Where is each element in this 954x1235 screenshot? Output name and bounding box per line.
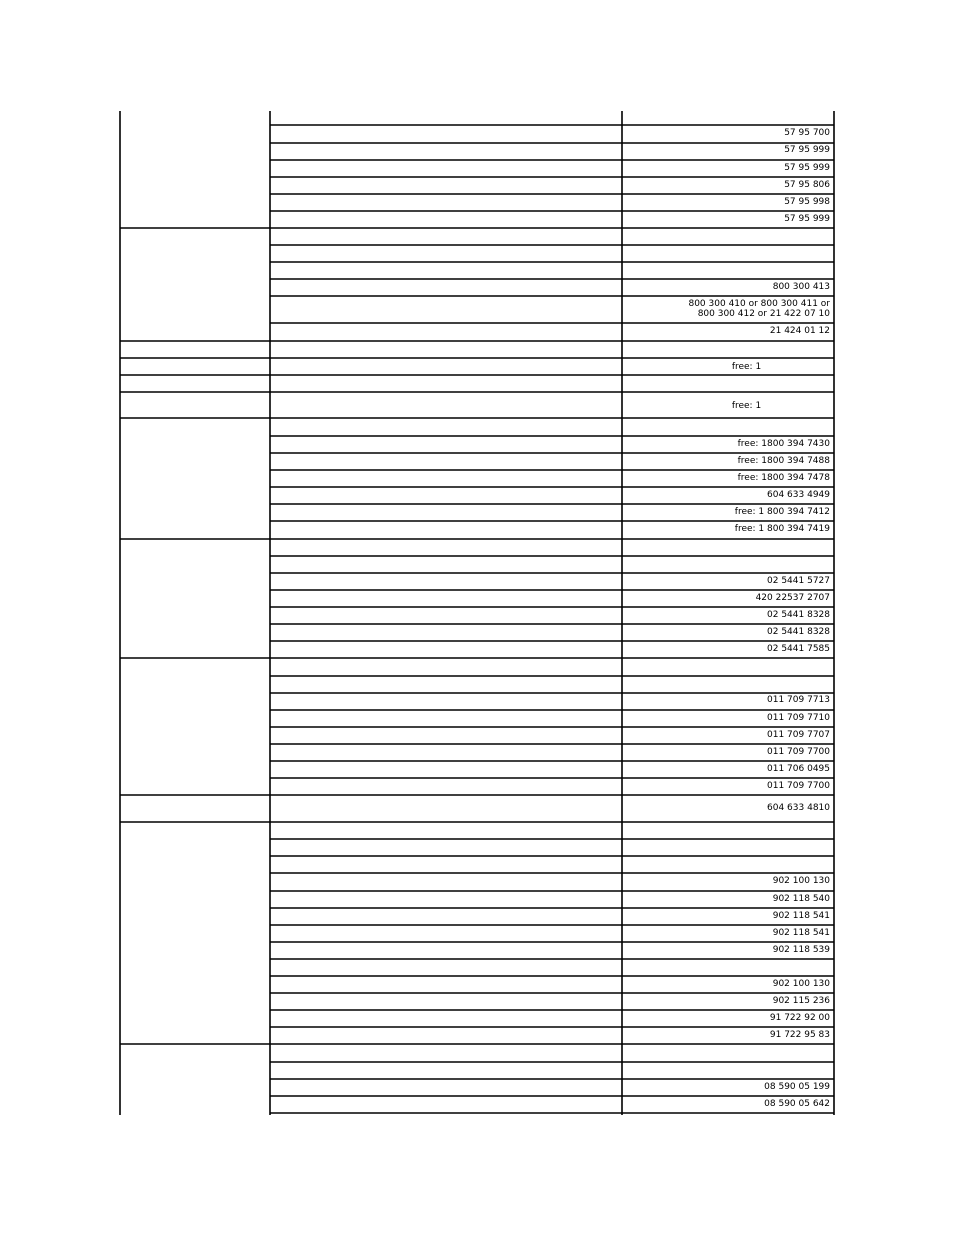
phone-number-cell: 02 5441 7585 (767, 644, 830, 654)
phone-number-cell: 57 95 700 (784, 128, 830, 138)
phone-number-cell: 91 722 95 83 (769, 1030, 830, 1040)
phone-number-cell: 902 118 541 (772, 928, 830, 938)
phone-number-cell: 57 95 999 (784, 214, 830, 224)
phone-number-cell: 57 95 999 (784, 145, 830, 155)
phone-number-cell: 57 95 998 (784, 197, 830, 207)
phone-number-cell: 011 706 0495 (767, 764, 830, 774)
phone-number-cell: 902 100 130 (772, 876, 830, 886)
phone-number-cell: 420 22537 2707 (755, 593, 830, 603)
phone-number-cell: 902 118 539 (772, 945, 830, 955)
phone-number-cell: 08 590 05 199 (764, 1082, 830, 1092)
phone-number-cell: free: 1800 394 7430 (737, 439, 830, 449)
phone-number-cell: free: 1800 394 7478 (737, 473, 830, 483)
phone-number-cell: 21 424 01 12 (769, 326, 830, 336)
phone-number-cell: 02 5441 8328 (767, 627, 830, 637)
phone-number-cell: 57 95 999 (784, 163, 830, 173)
phone-number-cell: free: 1 800 394 7419 (734, 524, 830, 534)
phone-number-cell: 011 709 7700 (767, 747, 830, 757)
phone-number-cell: 902 100 130 (772, 979, 830, 989)
phone-number-cell: 02 5441 5727 (767, 576, 830, 586)
phone-number-cell: 011 709 7710 (767, 713, 830, 723)
phone-number-cell: 604 633 4949 (767, 490, 830, 500)
phone-number-cell: 800 300 413 (772, 282, 830, 292)
phone-number-cell: 91 722 92 00 (769, 1013, 830, 1023)
phone-number-cell: 011 709 7700 (767, 781, 830, 791)
phone-number-cell: free: 1 (731, 401, 762, 411)
phone-number-cell: 011 709 7713 (767, 695, 830, 705)
phone-number-cell: 57 95 806 (784, 180, 830, 190)
phone-number-cell: 011 709 7707 (767, 730, 830, 740)
phone-number-cell: 604 633 4810 (767, 803, 830, 813)
phone-number-cell: 08 590 05 642 (764, 1099, 830, 1109)
phone-number-cell: 902 115 236 (772, 996, 830, 1006)
phone-number-cell: free: 1 800 394 7412 (734, 507, 830, 517)
phone-number-cell: free: 1800 394 7488 (737, 456, 830, 466)
phone-number-cell: 800 300 410 or 800 300 411 or 800 300 412 or 21 422 07 10 (688, 299, 830, 319)
phone-number-cell: free: 1 (731, 362, 762, 372)
phone-number-cell: 902 118 540 (772, 894, 830, 904)
phone-number-cell: 02 5441 8328 (767, 610, 830, 620)
phone-number-cell: 902 118 541 (772, 911, 830, 921)
